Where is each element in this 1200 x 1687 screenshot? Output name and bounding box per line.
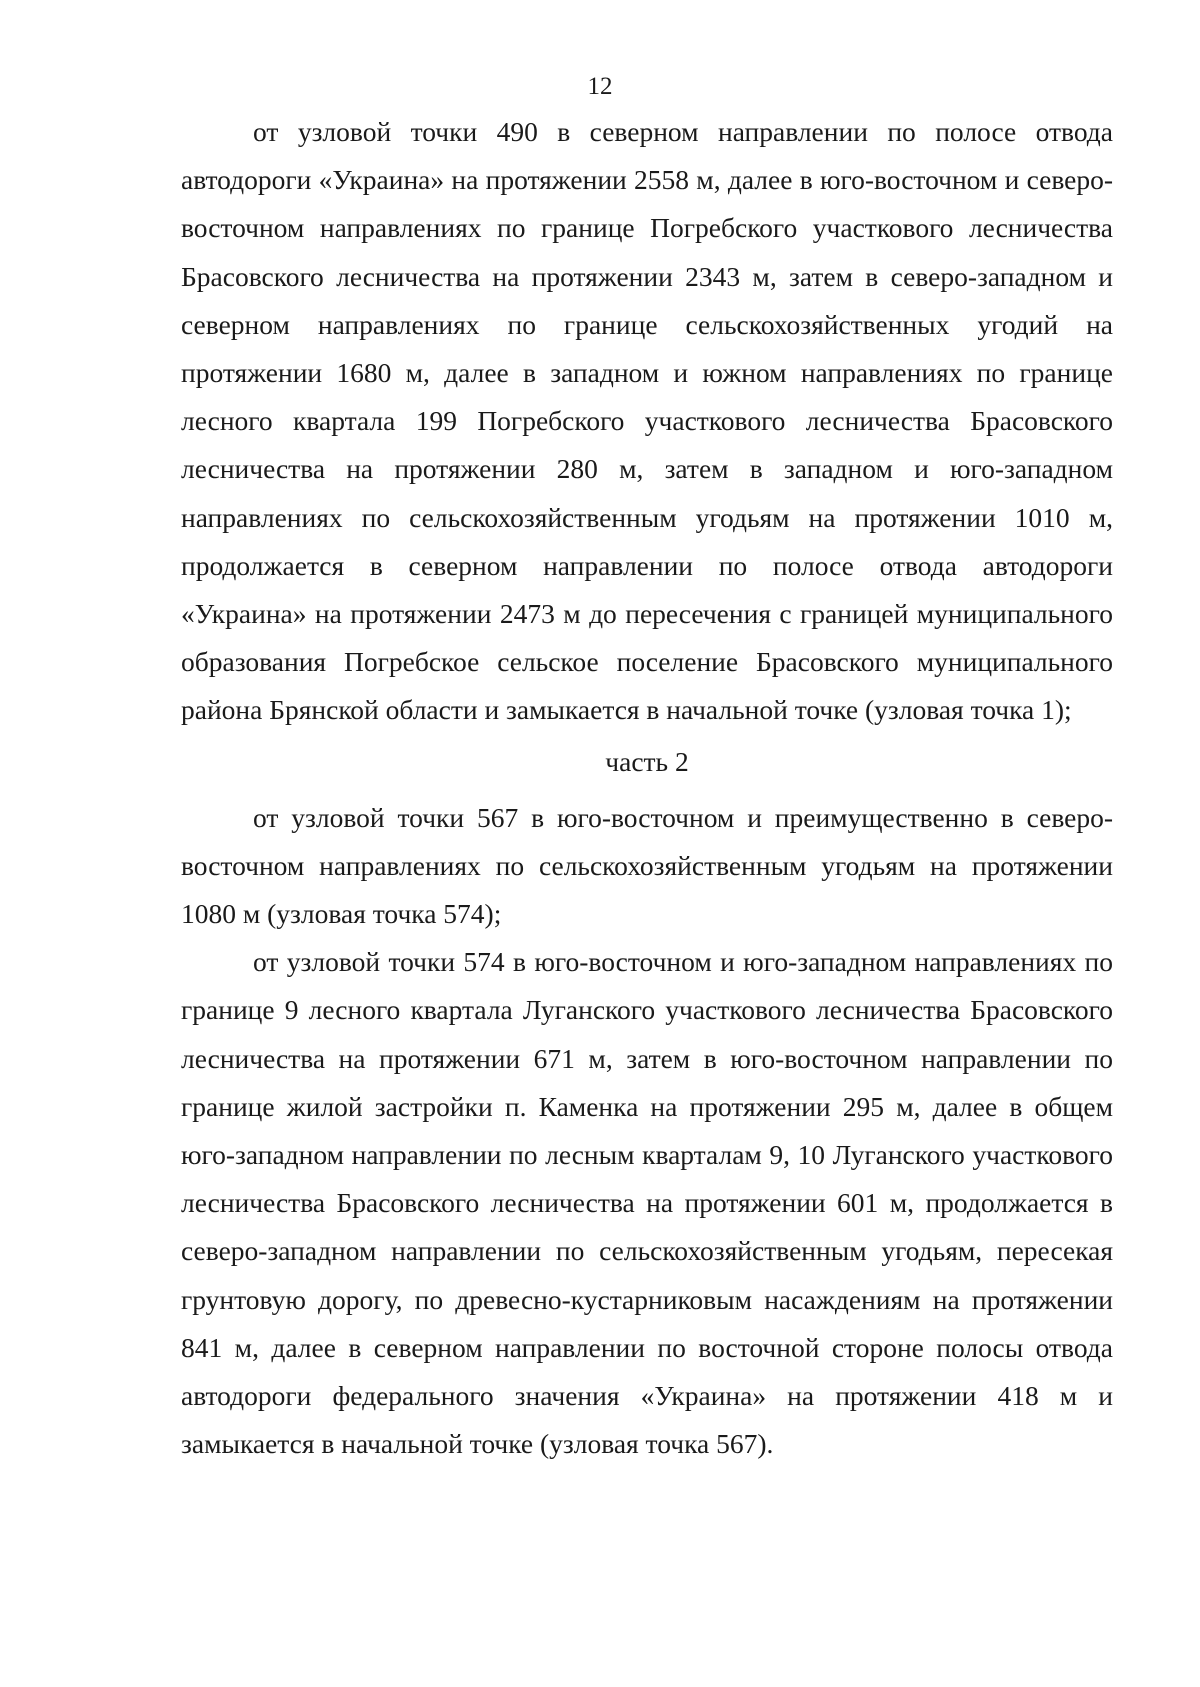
page-number: 12 bbox=[587, 73, 613, 100]
paragraph-boundary-point-490: от узловой точки 490 в северном направлении по полосе отвода автодороги «Украина» на протяжении 2558 м, далее в юго-восточном и северо-восточном направлениях по границе Погребского участкового лесничества Брасовского лесничества на протяжении 2343 м, затем в северо-западном и северном направлениях по границе сельскохозяйственных угодий на протяжении 1680 м, далее в западном и южном направлениях по границе лесного квартала 199 Погребского участкового лесничества Брасовского лесничества на протяжении 280 м, затем в западном и юго-западном направлениях по сельскохозяйственным угодьям на протяжении 1010 м, продолжается в северном направлении по полосе отвода автодороги «Украина» на протяжении 2473 м до пересечения с границей муниципального образования Погребское сельское поселение Брасовского муниципального района Брянской области и замыкается в начальной точке (узловая точка 1); bbox=[181, 116, 1113, 726]
paragraph-boundary-point-567: от узловой точки 567 в юго-восточном и преимущественно в северо-восточном направлениях по сельскохозяйственным угодьям на протяжении 1080 м (узловая точка 574); bbox=[181, 801, 1113, 930]
document-body bbox=[181, 108, 1113, 1468]
section-heading: часть 2 bbox=[605, 745, 689, 777]
paragraph-boundary-point-574: от узловой точки 574 в юго-восточном и юго-западном направлениях по границе 9 лесного квартала Луганского участкового лесничества Брасовского лесничества на протяжении 671 м, затем в юго-восточном направлении по границе жилой застройки п. Каменка на протяжении 295 м, далее в общем юго-западном направлении по лесным кварталам 9, 10 Луганского участкового лесничества Брасовского лесничества на протяжении 601 м, продолжается в северо-западном направлении по сельскохозяйственным угодьям, пересекая грунтовую дорогу, по древесно-кустарниковым насаждениям на протяжении 841 м, далее в северном направлении по восточной стороне полосы отвода автодороги федерального значения «Украина» на протяжении 418 м и замыкается в начальной точке (узловая точка 567). bbox=[181, 946, 1113, 1460]
